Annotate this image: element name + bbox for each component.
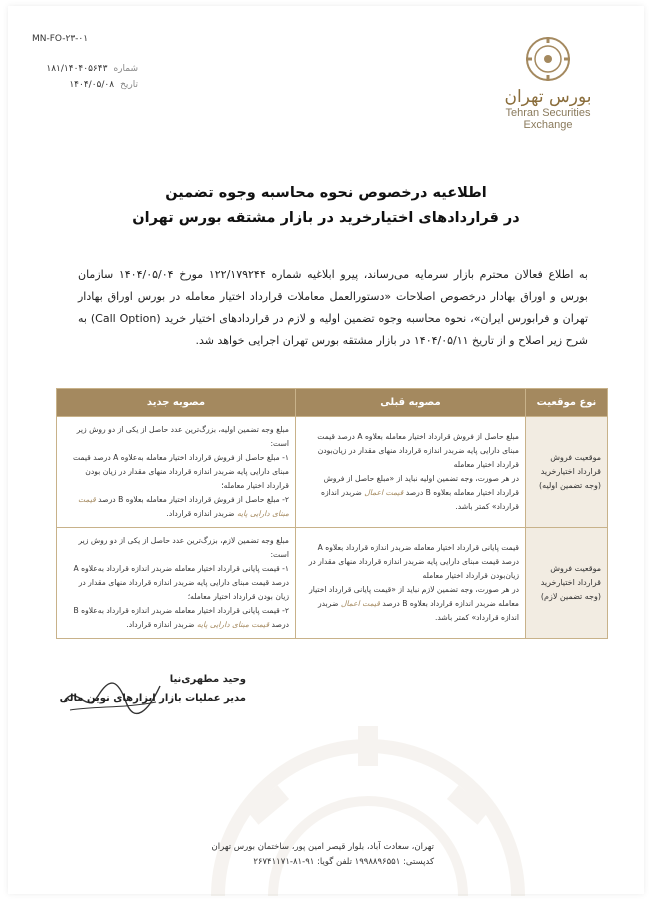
- table-row: [57, 417, 608, 528]
- letter-page: [8, 6, 644, 894]
- date-value: ۱۴۰۴/۰۵/۰۸: [69, 80, 115, 90]
- date-row: [38, 80, 138, 90]
- previous-condition-pre: در هر صورت، وجه تضمین لازم نباید از «قیمت پایانی قرارداد اختیار معامله ضربدر اندازه قرارداد بعلاوه B درصد: [309, 585, 519, 608]
- title-line-2: در قراردادهای اختیارخرید در بازار مشتقه بورس تهران: [132, 210, 520, 226]
- new-intro: مبلغ وجه تضمین اولیه، بزرگ‌ترین عدد حاصل از یکی از دو روش زیر است:: [76, 425, 289, 448]
- new-method-2-pre: ۲- قیمت پایانی قرارداد اختیار معامله ضربدر اندازه قرارداد به‌علاوه B درصد: [73, 606, 289, 629]
- previous-text: مبلغ حاصل از فروش قرارداد اختیار معامله بعلاوه A درصد قیمت مبنای دارایی پایه ضربدر اندازه قرارداد منهای مقدار در زیان‌بودن قرارداد اختیار معامله: [317, 432, 519, 469]
- guarantee-table: [56, 388, 608, 639]
- document-code: MN-FO-۲۳-۰۱: [32, 34, 89, 44]
- table-row: [57, 528, 608, 639]
- title-line-1: اطلاعیه درخصوص نحوه محاسبه وجوه تضمین: [165, 185, 487, 201]
- new-intro: مبلغ وجه تضمین لازم، بزرگ‌ترین عدد حاصل از یکی از دو روش زیر است:: [78, 536, 289, 559]
- row-new: [57, 417, 296, 528]
- tse-logo: [488, 36, 608, 132]
- signature-block: [56, 674, 246, 704]
- new-method-2-post: ضربدر اندازه قرارداد.: [166, 509, 235, 518]
- tse-emblem-icon: [525, 36, 571, 82]
- row-previous: [296, 528, 526, 639]
- header-position: نوع موقعیت: [526, 389, 608, 417]
- new-method-2-highlight: قیمت مبنای دارایی پایه: [196, 620, 270, 629]
- footer-contact: کدپستی: ۱۹۹۸۸۹۶۵۵۱ تلفن گویا: ۹۱-۸۱-۲۶۷۴۱۱۷۱: [253, 857, 434, 867]
- logo-persian-name: بورس تهران: [504, 87, 592, 107]
- row-new: [57, 528, 296, 639]
- new-method-2-post: ضربدر اندازه قرارداد.: [126, 620, 195, 629]
- row-position: موقعیت فروش قرارداد اختیارخرید (وجه تضمین اولیه): [526, 417, 608, 528]
- new-method-2: [63, 493, 289, 521]
- logo-english-line-2: Exchange: [523, 119, 573, 132]
- number-value: ۱۸۱/۱۴۰۴۰۵۶۴۳: [46, 64, 108, 74]
- number-label: شماره: [113, 64, 138, 74]
- footer-address: تهران، سعادت آباد، بلوار قیصر امین پور، ساختمان بورس تهران: [211, 842, 434, 852]
- new-method-1: ۱- مبلغ حاصل از فروش قرارداد اختیار معامله به‌علاوه A درصد قیمت مبنای دارایی پایه ضربدر اندازه قرارداد منهای مقدار در زیان بودن قرارداد اختیار معامله؛: [73, 453, 289, 490]
- row-position: موقعیت فروش قرارداد اختیارخرید (وجه تضمین لازم): [526, 528, 608, 639]
- number-row: [38, 64, 138, 74]
- new-method-2-pre: ۲- مبلغ حاصل از فروش قرارداد اختیار معامله بعلاوه B درصد: [98, 495, 289, 504]
- previous-condition-pre: در هر صورت، وجه تضمین اولیه نباید از «مبلغ حاصل از فروش قرارداد اختیار معامله بعلاوه B درصد: [323, 474, 519, 497]
- new-method-2: [63, 604, 289, 632]
- logo-english-line-1: Tehran Securities: [505, 106, 591, 119]
- letter-meta: [38, 64, 138, 96]
- previous-text: قیمت پایانی قرارداد اختیار معامله ضربدر اندازه قرارداد بعلاوه A درصد قیمت مبنای دارایی پایه ضربدر اندازه قرارداد منهای مقدار در زیان‌بودن قرارداد اختیار معامله: [308, 543, 519, 580]
- previous-condition-post: ضربدر اندازه قرارداد» کمتر باشد.: [321, 488, 519, 511]
- previous-condition-highlight: قیمت اعمال: [340, 599, 380, 608]
- new-method-1: ۱- قیمت پایانی قرارداد اختیار معامله ضربدر اندازه قرارداد به‌علاوه A درصد قیمت مبنای دارایی پایه ضربدر اندازه قرارداد منهای مقدار در زیان بودن قرارداد اختیار معامله؛: [73, 564, 289, 601]
- previous-condition-post: ضربدر اندازه قرارداد» کمتر باشد.: [318, 599, 519, 622]
- previous-condition: [302, 472, 519, 514]
- previous-condition-highlight: قیمت اعمال: [364, 488, 404, 497]
- new-method-2-highlight: قیمت مبنای دارایی پایه: [77, 495, 289, 518]
- date-label: تاریخ: [120, 80, 138, 90]
- header-previous: مصوبه قبلی: [296, 389, 526, 417]
- row-previous: [296, 417, 526, 528]
- signer-role: مدیر عملیات بازار ابزارهای نوین مالی: [59, 693, 246, 704]
- website-url: [0, 771, 1, 848]
- footer-address-block: [134, 840, 434, 870]
- header-new: مصوبه جدید: [57, 389, 296, 417]
- signer-name: وحید مطهری‌نیا: [169, 674, 246, 685]
- table-header-row: [57, 389, 608, 417]
- letter-title: [8, 181, 644, 231]
- previous-condition: [302, 583, 519, 625]
- announcement-body: به اطلاع فعالان محترم بازار سرمایه می‌رساند، پیرو ابلاغیه شماره ۱۲۲/۱۷۹۲۴۴ مورخ ۱۴۰۴/۰۵/۰۴ سازمان بورس و اوراق بهادار درخصوص اصلاحات «دستورالعمل معاملات قرارداد اختیار معامله در بورس اوراق بهادار تهران و فرابورس ایران»، نحوه محاسبه وجوه تضمین اولیه و لازم در قراردادهای اختیار خرید (Call Option) به شرح زیر اصلاح و از تاریخ ۱۴۰۴/۰۵/۱۱ در بازار مشتقه بورس تهران اجرایی خواهد شد.: [78, 268, 589, 347]
